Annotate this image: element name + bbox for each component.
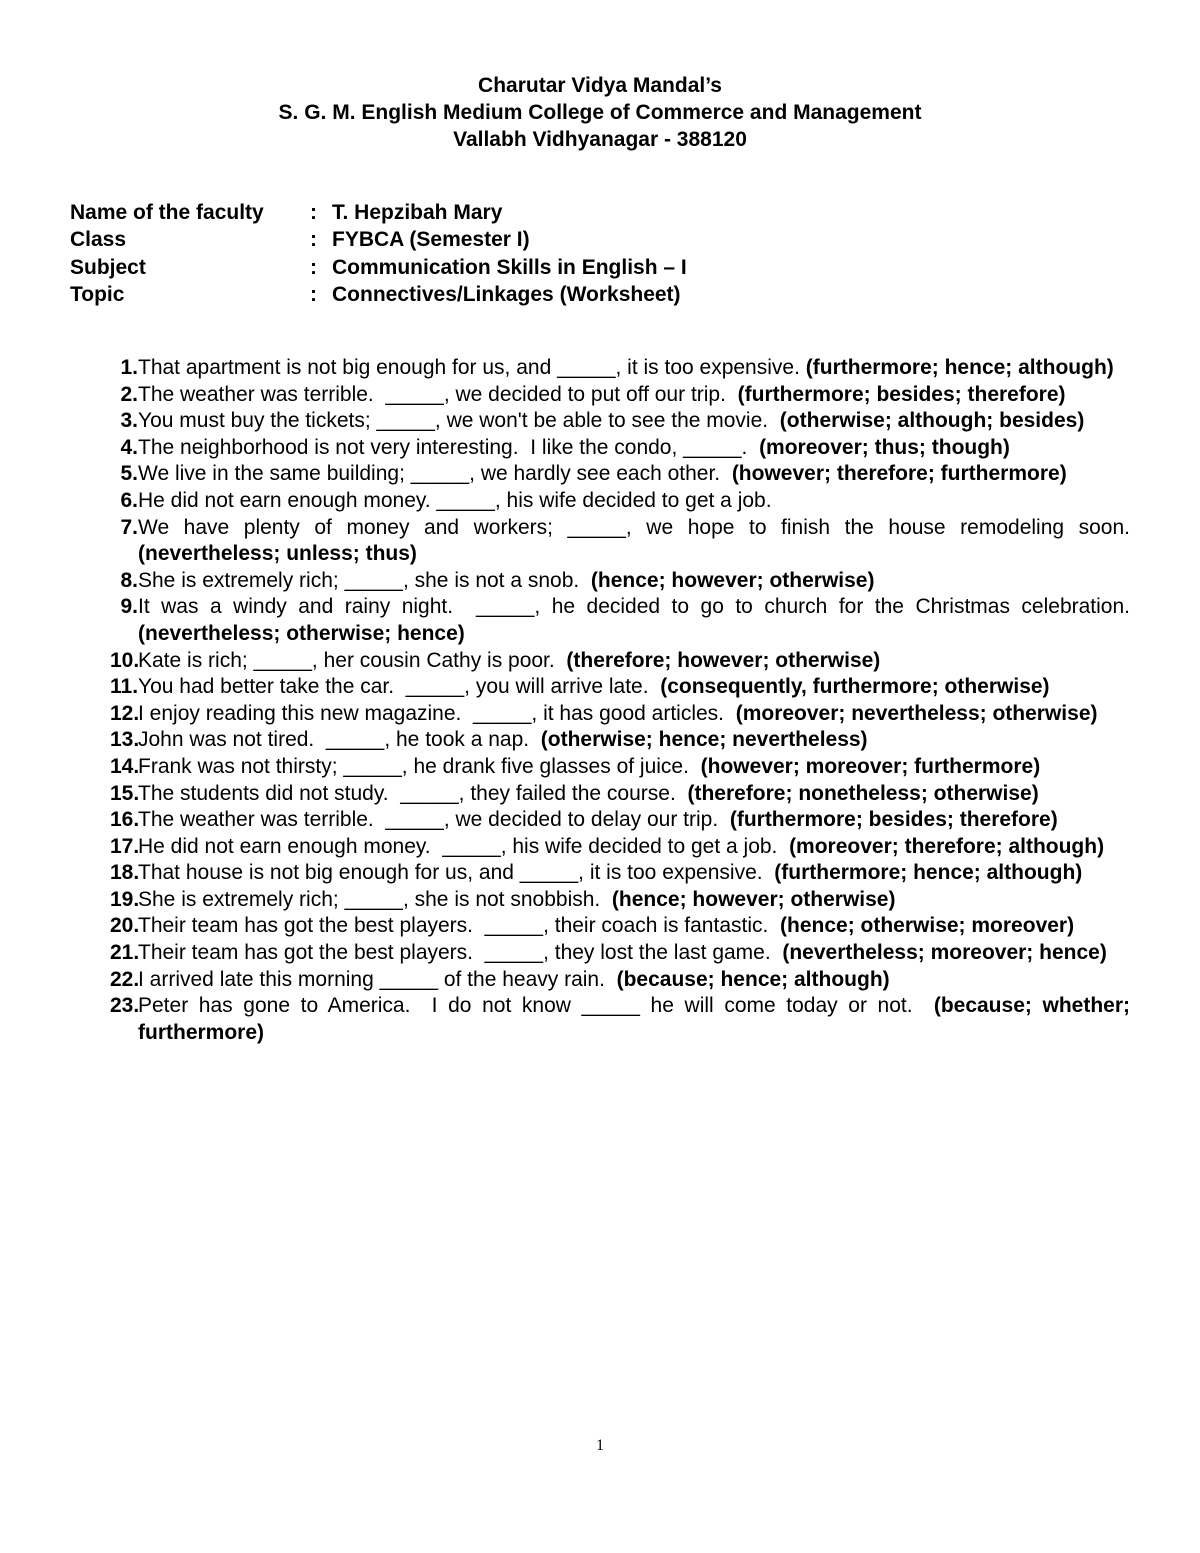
question-body: [138, 674, 1130, 701]
college-name: S. G. M. English Medium College of Commerce and Management: [278, 101, 922, 124]
question-number: 1.: [120, 356, 138, 379]
question-item: [78, 594, 1142, 647]
question-number: 20.: [110, 914, 140, 938]
question-body: [138, 727, 1130, 754]
question-body: [138, 461, 1130, 488]
question-number: 15.: [110, 781, 140, 805]
question-number-cell: [78, 860, 138, 887]
question-number-cell: [78, 887, 138, 914]
question-number: 14.: [110, 754, 140, 778]
question-text: Kate is rich; _____, her cousin Cathy is poor.: [138, 648, 567, 672]
question-text: Frank was not thirsty; _____, he drank five glasses of juice.: [138, 754, 701, 778]
question-body: [138, 754, 1130, 781]
question-body: [138, 594, 1142, 647]
question-text: The students did not study. _____, they failed the course.: [138, 781, 688, 805]
question-item: [78, 940, 1130, 967]
question-body: [138, 887, 1130, 914]
answer-options: (furthermore; hence; although): [774, 861, 1083, 885]
answer-options: (otherwise; although; besides): [779, 409, 1085, 433]
question-item: [78, 515, 1136, 568]
question-body: [138, 515, 1136, 568]
question-number: 6.: [120, 488, 138, 512]
meta-value: T. Hepzibah Mary: [332, 201, 503, 224]
question-text: That house is not big enough for us, and _____, it is too expensive.: [138, 861, 775, 885]
question-body: [138, 781, 1130, 808]
question-text: We live in the same building; _____, we hardly see each other.: [138, 462, 732, 486]
question-number: 12.: [110, 701, 140, 725]
question-number-cell: [78, 940, 138, 967]
question-text: You had better take the car. _____, you will arrive late.: [138, 675, 661, 699]
question-number: 8.: [120, 568, 138, 592]
question-body: [138, 648, 1130, 675]
question-number-cell: [78, 515, 138, 568]
meta-separator: :: [310, 282, 317, 306]
question-number: 2.: [120, 382, 138, 406]
answer-options: (nevertheless; moreover; hence): [782, 941, 1107, 965]
question-body: [138, 408, 1130, 435]
question-text: Peter has gone to America. I do not know _____ he will come today or not.: [138, 994, 934, 1018]
answer-options: (hence; otherwise; moreover): [780, 914, 1075, 938]
question-number-cell: [78, 382, 138, 409]
question-number-cell: [78, 674, 138, 701]
question-body: [138, 488, 1130, 515]
question-number: 7.: [120, 515, 138, 539]
question-number-cell: [78, 727, 138, 754]
meta-row: [70, 254, 1130, 281]
question-number-cell: [78, 408, 138, 435]
meta-row: [70, 281, 1130, 308]
answer-options: (furthermore; besides; therefore): [729, 808, 1058, 832]
question-text: He did not earn enough money. _____, his wife decided to get a job.: [138, 834, 790, 858]
question-item: [78, 754, 1130, 781]
page-number: 1: [596, 1437, 604, 1454]
question-item: [78, 674, 1130, 701]
meta-value: FYBCA (Semester I): [332, 228, 530, 252]
answer-options: (moreover; therefore; although): [789, 834, 1105, 858]
question-item: [78, 461, 1130, 488]
question-number-cell: [78, 993, 138, 1046]
question-text: Their team has got the best players. _____, they lost the last game.: [138, 941, 783, 965]
question-item: [78, 408, 1130, 435]
question-text: She is extremely rich; _____, she is not snobbish.: [138, 887, 612, 911]
question-number: 17.: [110, 834, 140, 858]
question-number: 5.: [120, 462, 138, 486]
question-number: 18.: [110, 861, 140, 885]
question-item: [78, 913, 1130, 940]
question-number-cell: [78, 488, 138, 515]
meta-label: Class: [70, 228, 127, 252]
meta-value: Connectives/Linkages (Worksheet): [332, 282, 681, 306]
question-item: [78, 701, 1130, 728]
question-item: [78, 435, 1130, 462]
question-number: 19.: [110, 887, 140, 911]
question-text: He did not earn enough money. _____, his wife decided to get a job.: [138, 488, 772, 512]
college-address: Vallabh Vidhyanagar - 388120: [453, 128, 747, 151]
question-number: 16.: [110, 808, 140, 832]
meta-value: Communication Skills in English – I: [332, 255, 687, 279]
question-number: 10.: [110, 648, 140, 672]
question-item: [78, 727, 1130, 754]
question-item: [78, 568, 1130, 595]
question-body: [138, 355, 1130, 382]
answer-options: (hence; however; otherwise): [611, 887, 896, 911]
question-text: The weather was terrible. _____, we decided to put off our trip.: [138, 382, 738, 406]
question-text: It was a windy and rainy night. _____, he decided to go to church for the Christmas celebration.: [138, 595, 1142, 619]
question-text: That apartment is not big enough for us, and _____, it is too expensive.: [138, 356, 806, 379]
meta-label: Topic: [70, 282, 125, 306]
answer-options: (moreover; nevertheless; otherwise): [735, 701, 1098, 725]
meta-separator: :: [310, 201, 317, 224]
question-item: [78, 834, 1130, 861]
question-number-cell: [78, 967, 138, 994]
meta-separator: :: [310, 228, 317, 252]
question-item: [78, 781, 1130, 808]
question-text: I enjoy reading this new magazine. _____, it has good articles.: [138, 701, 736, 725]
question-number-cell: [78, 701, 138, 728]
institution-trust: Charutar Vidya Mandal’s: [478, 74, 722, 97]
question-body: [138, 860, 1130, 887]
meta-separator: :: [310, 255, 317, 279]
question-text: The neighborhood is not very interesting. I like the condo, _____.: [138, 435, 760, 459]
question-body: [138, 701, 1130, 728]
question-number: 4.: [120, 435, 138, 459]
question-number-cell: [78, 648, 138, 675]
question-number-cell: [78, 355, 138, 382]
question-body: [138, 435, 1130, 462]
answer-options: (nevertheless; otherwise; hence): [138, 621, 465, 645]
question-text: You must buy the tickets; _____, we won't be able to see the movie.: [138, 409, 780, 433]
question-list: [78, 355, 1142, 1046]
question-number-cell: [78, 435, 138, 462]
question-item: [78, 967, 1130, 994]
answer-options: (furthermore; hence; although): [805, 356, 1114, 379]
question-text: I arrived late this morning _____ of the heavy rain.: [138, 967, 617, 991]
worksheet-meta: [70, 199, 1130, 308]
answer-options: (because; hence; although): [616, 967, 890, 991]
question-item: [78, 382, 1130, 409]
question-number-cell: [78, 594, 138, 647]
question-body: [138, 913, 1130, 940]
question-item: [78, 488, 1130, 515]
meta-label: Subject: [70, 255, 146, 279]
question-number: 21.: [110, 941, 140, 965]
question-text: Their team has got the best players. _____, their coach is fantastic.: [138, 914, 781, 938]
answer-options: (therefore; nonetheless; otherwise): [687, 781, 1039, 805]
question-number: 9.: [120, 595, 138, 619]
question-text: John was not tired. _____, he took a nap.: [138, 728, 541, 752]
answer-options: (moreover; thus; though): [759, 435, 1010, 459]
answer-options: (consequently, furthermore; otherwise): [660, 675, 1050, 699]
question-text: We have plenty of money and workers; _____, we hope to finish the house remodeling soon.: [138, 515, 1136, 539]
answer-options: (however; moreover; furthermore): [700, 754, 1041, 778]
question-body: [138, 940, 1130, 967]
question-number: 22.: [110, 967, 140, 991]
question-body: [138, 967, 1130, 994]
question-item: [78, 860, 1130, 887]
question-number-cell: [78, 807, 138, 834]
answer-options: (hence; however; otherwise): [590, 568, 875, 592]
question-body: [138, 568, 1130, 595]
question-text: She is extremely rich; _____, she is not a snob.: [138, 568, 591, 592]
meta-row: [70, 226, 1130, 253]
answer-options: (because; whether; furthermore): [138, 994, 1130, 1044]
question-number-cell: [78, 834, 138, 861]
answer-options: (otherwise; hence; nevertheless): [540, 728, 868, 752]
answer-options: (furthermore; besides; therefore): [737, 382, 1066, 406]
question-text: The weather was terrible. _____, we decided to delay our trip.: [138, 808, 730, 832]
question-body: [138, 807, 1130, 834]
question-number-cell: [78, 754, 138, 781]
question-body: [138, 993, 1130, 1046]
answer-options: (nevertheless; unless; thus): [138, 542, 417, 566]
document-header: [0, 72, 1200, 153]
question-item: [78, 648, 1130, 675]
question-body: [138, 382, 1130, 409]
question-number-cell: [78, 568, 138, 595]
question-item: [78, 887, 1130, 914]
question-number: 3.: [120, 409, 138, 433]
answer-options: (however; therefore; furthermore): [731, 462, 1067, 486]
question-number: 13.: [110, 728, 140, 752]
question-number-cell: [78, 781, 138, 808]
question-number-cell: [78, 461, 138, 488]
question-body: [138, 834, 1130, 861]
question-item: [78, 355, 1130, 382]
question-number: 11.: [110, 675, 139, 699]
answer-options: (therefore; however; otherwise): [566, 648, 881, 672]
question-item: [78, 993, 1130, 1046]
meta-label: Name of the faculty: [70, 201, 264, 224]
meta-row: [70, 199, 1130, 226]
question-number-cell: [78, 913, 138, 940]
question-item: [78, 807, 1130, 834]
question-number: 23.: [110, 994, 140, 1018]
